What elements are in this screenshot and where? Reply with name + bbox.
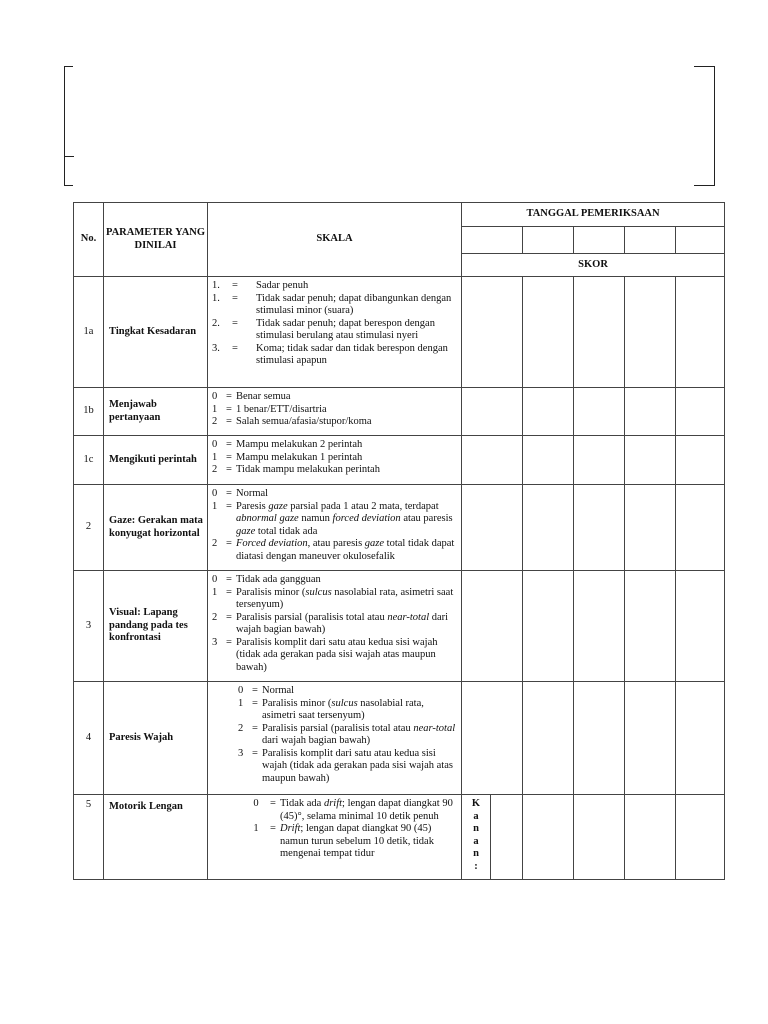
score-cell[interactable] (676, 388, 725, 436)
scale-list (208, 795, 462, 880)
score-cell[interactable] (625, 571, 676, 682)
score-cell[interactable] (523, 571, 574, 682)
scale-item: 1 = Mampu melakukan 1 perintah (212, 451, 363, 463)
parameter-label: Mengikuti perintah (104, 436, 208, 485)
scale-item: 1 = 1 benar/ETT/disartria (212, 403, 327, 415)
date-field[interactable] (625, 227, 676, 254)
scale-item: 0 = Normal (212, 488, 269, 499)
parameter-label: Motorik Lengan (104, 795, 208, 880)
score-cell[interactable] (676, 795, 725, 880)
row-number: 1c (74, 436, 104, 485)
scale-item: 2 = Tidak mampu melakukan perintah (212, 464, 380, 475)
table-row (74, 682, 725, 795)
score-cell[interactable] (523, 485, 574, 571)
header-skala: SKALA (208, 203, 462, 277)
header-no: No. (74, 203, 104, 277)
scale-item: 0 = Normal (238, 685, 295, 696)
score-cell[interactable] (462, 277, 523, 388)
score-cell[interactable] (523, 277, 574, 388)
score-cell[interactable] (676, 682, 725, 795)
header-tanggal-pemeriksaan: TANGGAL PEMERIKSAAN (462, 203, 725, 227)
parameter-label: Visual: Lapang pandang pada tes konfrontasi (104, 571, 208, 682)
scale-item: 2 = Forced deviation, atau paresis gaze total tidak dapat diatasi dengan maneuver okulosefalik (212, 538, 455, 562)
header-bracket-tick (64, 156, 74, 157)
score-cell[interactable] (523, 388, 574, 436)
score-cell[interactable] (574, 795, 625, 880)
date-field[interactable] (523, 227, 574, 254)
header-skor: SKOR (462, 254, 725, 277)
score-cell[interactable] (625, 682, 676, 795)
scale-item: 2 = Salah semua/afasia/stupor/koma (212, 416, 372, 427)
table-row (74, 571, 725, 682)
scale-list (208, 277, 462, 388)
scale-item: 1 = Drift; lengan dapat diangkat 90 (45) namun turun sebelum 10 detik, tidak mengenai tempat tidur (253, 823, 434, 859)
score-cell[interactable] (676, 571, 725, 682)
date-field[interactable] (462, 227, 523, 254)
score-cell[interactable] (491, 795, 523, 880)
row-number: 3 (74, 571, 104, 682)
header-bracket-right (694, 66, 715, 186)
row-number: 2 (74, 485, 104, 571)
row-number: 5 (74, 795, 104, 880)
score-cell[interactable] (676, 485, 725, 571)
scale-item: 1 = Paralisis minor (sulcus nasolabial rata, asimetri saat tersenyum) (212, 586, 454, 610)
scale-item: 1. = Sadar penuh (212, 280, 309, 291)
row-number: 4 (74, 682, 104, 795)
scale-list (208, 436, 462, 485)
parameter-label: Menjawab pertanyaan (104, 388, 208, 436)
side-label-kanan: K a n a n : (462, 795, 491, 880)
date-field[interactable] (574, 227, 625, 254)
scale-item: 2. = Tidak sadar penuh; dapat berespon dengan stimulasi berulang atau stimulasi nyeri (212, 317, 435, 341)
scale-item: 3 = Paralisis komplit dari satu atau kedua sisi wajah (tidak ada gerakan pada sisi wajah atas maupun bawah) (212, 636, 438, 673)
row-number: 1a (74, 277, 104, 388)
parameter-label: Tingkat Kesadaran (104, 277, 208, 388)
scale-list (208, 682, 462, 795)
scale-item: 3. = Koma; tidak sadar dan tidak berespon dengan stimulasi apapun (212, 342, 448, 366)
score-cell[interactable] (574, 388, 625, 436)
nihss-table (73, 202, 725, 880)
scale-item: 0 = Tidak ada gangguan (212, 574, 321, 585)
scale-item: 2 = Paralisis parsial (paralisis total atau near-total dari wajah bagian bawah) (238, 722, 456, 746)
table-row (74, 795, 725, 880)
parameter-label: Paresis Wajah (104, 682, 208, 795)
scale-list (208, 485, 462, 571)
score-cell[interactable] (676, 277, 725, 388)
score-cell[interactable] (574, 436, 625, 485)
score-cell[interactable] (523, 436, 574, 485)
table-row (74, 485, 725, 571)
score-cell[interactable] (625, 795, 676, 880)
table-row (74, 436, 725, 485)
score-cell[interactable] (574, 682, 625, 795)
score-cell[interactable] (625, 485, 676, 571)
scale-item: 1. = Tidak sadar penuh; dapat dibangunkan dengan stimulasi minor (suara) (212, 292, 452, 316)
score-cell[interactable] (523, 682, 574, 795)
score-cell[interactable] (625, 277, 676, 388)
scale-item: 0 = Benar semua (212, 391, 291, 402)
scale-item: 1 = Paralisis minor (sulcus nasolabial rata, asimetri saat tersenyum) (238, 697, 424, 721)
table-row (74, 277, 725, 388)
scale-list (208, 571, 462, 682)
scale-item: 0 = Tidak ada drift; lengan dapat diangkat 90 (45)°, selama minimal 10 detik penuh (253, 798, 453, 822)
score-cell[interactable] (574, 571, 625, 682)
header-bracket-left (64, 66, 73, 186)
table-row (74, 388, 725, 436)
score-cell[interactable] (462, 388, 523, 436)
row-number: 1b (74, 388, 104, 436)
score-cell[interactable] (523, 795, 574, 880)
score-cell[interactable] (462, 682, 523, 795)
score-cell[interactable] (462, 436, 523, 485)
score-cell[interactable] (462, 571, 523, 682)
scale-item: 2 = Paralisis parsial (paralisis total atau near-total dari wajah bagian bawah) (212, 611, 449, 635)
scale-list (208, 388, 462, 436)
scale-item: 3 = Paralisis komplit dari satu atau kedua sisi wajah (tidak ada gerakan pada sisi wajah atas maupun bawah) (238, 747, 453, 784)
score-cell[interactable] (625, 388, 676, 436)
scale-item: 0 = Mampu melakukan 2 perintah (212, 439, 363, 450)
parameter-label: Gaze: Gerakan mata konyugat horizontal (104, 485, 208, 571)
score-cell[interactable] (574, 277, 625, 388)
score-cell[interactable] (462, 485, 523, 571)
scale-item: 1 = Paresis gaze parsial pada 1 atau 2 mata, terdapat abnormal gaze namun forced deviation atau paresis gaze total tidak ada (212, 500, 453, 537)
score-cell[interactable] (676, 436, 725, 485)
header-parameter: PARAMETER YANG DINILAI (104, 203, 208, 277)
date-field[interactable] (676, 227, 725, 254)
score-cell[interactable] (574, 485, 625, 571)
score-cell[interactable] (625, 436, 676, 485)
